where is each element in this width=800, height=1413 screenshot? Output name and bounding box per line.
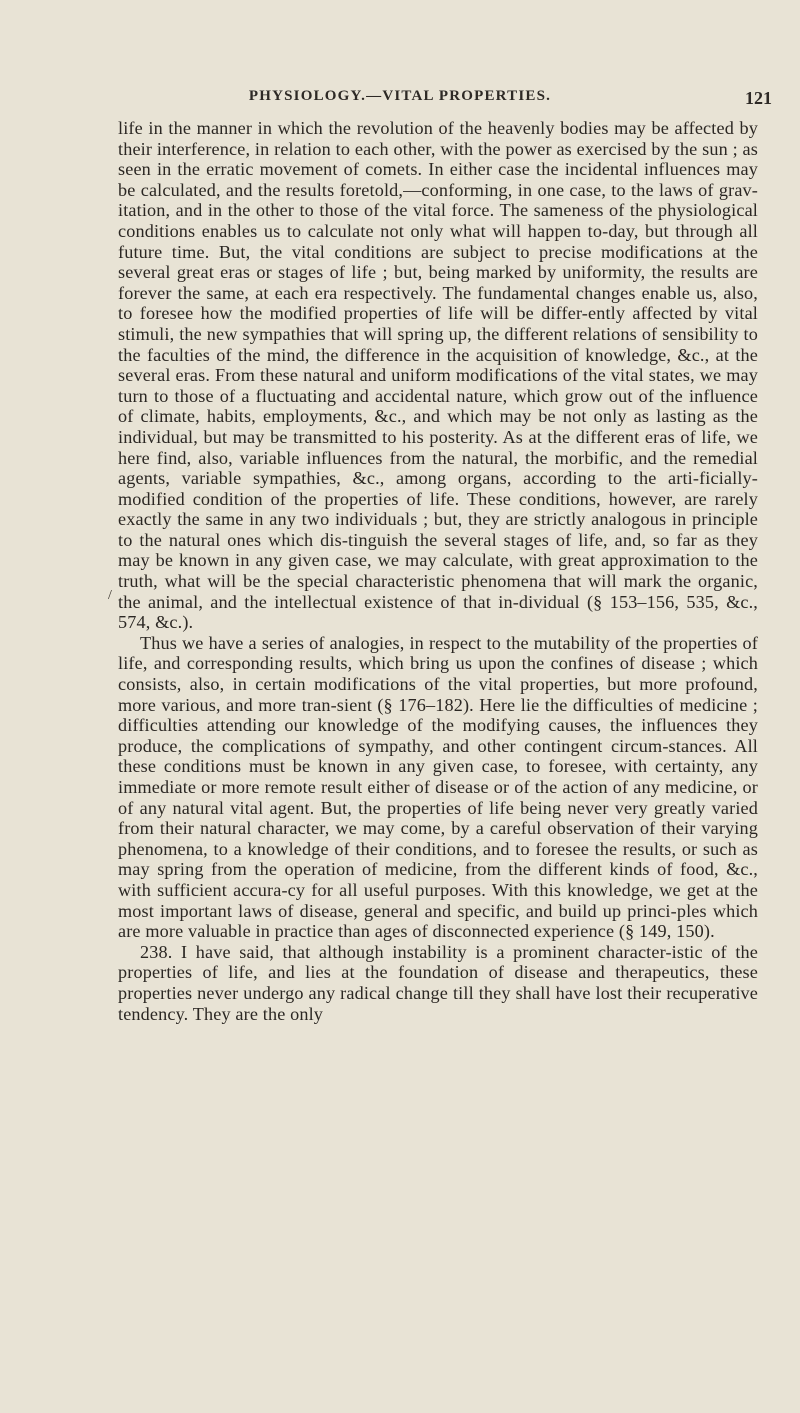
paragraph-continued: life in the manner in which the revolution of the heavenly bodies may be affected by their interference, in relation to each other, with the power as exercised by the sun ; as seen in the erratic movement of comets. In either case the incidental influences may be calculated, and the results foretold,—conforming, in one case, to the laws of grav-itation, and in the other to those of the vital force. The sameness of the physiological conditions enables us to calculate not only what will happen to-day, but through all future time. But, the vital conditions are subject to precise modifications at the several great eras or stages of life ; but, being marked by uniformity, the results are forever the same, at each era respectively. The fundamental changes enable us, also, to foresee how the modified properties of life will be differ-ently affected by vital stimuli, the new sympathies that will spring up, the different relations of sensibility to the faculties of the mind, the difference in the acquisition of knowledge, &c., at the several eras. From these natural and uniform modifications of the vital states, we may turn to those of a fluctuating and accidental nature, which grow out of the influence of climate, habits, employments, &c., and which may be not only as lasting as the individual, but may be transmitted to his posterity. As at the different eras of life, we here find, also, variable influences from the natural, the morbific, and the remedial agents, variable sympathies, &c., among organs, according to the arti-ficially-modified condition of the properties of life. These conditions, however, are rarely exactly the same in any two individuals ; but, they are strictly analogous in principle to the natural ones which dis-tinguish the several stages of life, and, so far as they may be known in any given case, we may calculate, with great approximation to the truth, what will be the special characteristic phenomena that will mark the organic, the animal, and the intellectual existence of that in-dividual (§ 153–156, 535, &c., 574, &c.).: [118, 118, 758, 633]
body-text: [118, 118, 758, 1024]
paragraph-analogies: Thus we have a series of analogies, in respect to the mutability of the properties of life, and corresponding results, which bring us upon the confines of disease ; which consists, also, in certain modifications of the vital properties, but more profound, more various, and more tran-sient (§ 176–182). Here lie the difficulties of medicine ; difficulties attending our knowledge of the modifying causes, the influences they produce, the complications of sympathy, and other contingent circum-stances. All these conditions must be known in any given case, to foresee, with certainty, any immediate or more remote result either of disease or of the action of any medicine, or of any natural vital agent. But, the properties of life being never very greatly varied from their natural character, we may come, by a careful observation of their varying phenomena, to a knowledge of their conditions, and to foresee the results, or such as may spring from the operation of medicine, from the different kinds of food, &c., with sufficient accura-cy for all useful purposes. With this knowledge, we get at the most important laws of disease, general and specific, and build up princi-ples which are more valuable in practice than ages of disconnected experience (§ 149, 150).: [118, 632, 758, 942]
page-header: [0, 88, 800, 118]
page-number: 121: [745, 88, 772, 108]
paragraph-238: 238. I have said, that although instability is a prominent character-istic of the properties of life, and lies at the foundation of disease and therapeutics, these properties never undergo any radical change till they shall have lost their recuperative tendency. They are the only: [118, 941, 758, 1024]
margin-mark: /: [108, 588, 112, 603]
running-head: PHYSIOLOGY.—VITAL PROPERTIES.: [248, 88, 552, 104]
